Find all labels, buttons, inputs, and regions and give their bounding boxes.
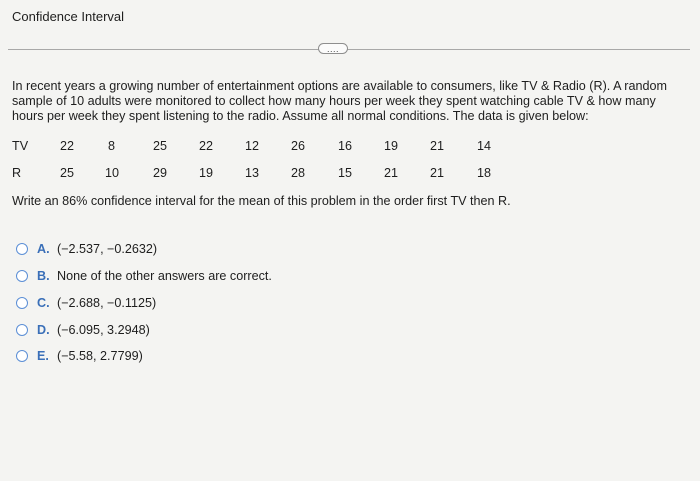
r-value: 10 <box>105 166 120 180</box>
tv-value: 14 <box>477 139 492 153</box>
option-letter: C. <box>37 296 50 310</box>
r-value: 29 <box>153 166 168 180</box>
option-text: (−5.58, 2.7799) <box>57 349 143 363</box>
tv-value: 19 <box>384 139 399 153</box>
tv-value: 25 <box>153 139 168 153</box>
radio-button-icon[interactable] <box>16 243 28 255</box>
radio-button-icon[interactable] <box>16 270 28 282</box>
instruction-text: Write an 86% confidence interval for the mean of this problem in the order first TV then R. <box>12 194 511 208</box>
answer-option-a[interactable] <box>16 242 316 260</box>
radio-button-icon[interactable] <box>16 297 28 309</box>
r-value: 25 <box>60 166 75 180</box>
r-value: 21 <box>384 166 399 180</box>
option-letter: B. <box>37 269 50 283</box>
answer-option-d[interactable] <box>16 323 316 341</box>
answer-option-c[interactable] <box>16 296 316 314</box>
tv-value: 12 <box>245 139 260 153</box>
option-letter: E. <box>37 349 49 363</box>
r-value: 13 <box>245 166 260 180</box>
tv-value: 8 <box>108 139 116 153</box>
tv-value: 16 <box>338 139 353 153</box>
option-text: (−2.537, −0.2632) <box>57 242 158 256</box>
radio-button-icon[interactable] <box>16 350 28 362</box>
question-text: In recent years a growing number of entertainment options are available to consumers, like TV & Radio (R). A random sample of 10 adults were monitored to collect how many hours per week they spent watching cable TV & how many hours per week they spent listening to the radio. Assume all normal conditions. The data is given below: <box>12 79 667 123</box>
tv-value: 21 <box>430 139 445 153</box>
expand-more-button[interactable]: .... <box>318 43 348 54</box>
tv-value: 26 <box>291 139 306 153</box>
section-divider <box>8 49 690 50</box>
answer-option-b[interactable] <box>16 269 316 287</box>
tv-value: 22 <box>60 139 75 153</box>
option-letter: A. <box>37 242 50 256</box>
r-value: 18 <box>477 166 492 180</box>
r-value: 21 <box>430 166 445 180</box>
r-value: 15 <box>338 166 353 180</box>
r-value: 19 <box>199 166 214 180</box>
radio-button-icon[interactable] <box>16 324 28 336</box>
tv-row-label: TV <box>12 139 29 153</box>
answer-option-e[interactable] <box>16 349 316 367</box>
tv-value: 22 <box>199 139 214 153</box>
option-text: None of the other answers are correct. <box>57 269 272 283</box>
option-text: (−2.688, −0.1125) <box>57 296 157 310</box>
option-text: (−6.095, 3.2948) <box>57 323 150 337</box>
page-title: Confidence Interval <box>12 9 125 24</box>
option-letter: D. <box>37 323 50 337</box>
r-value: 28 <box>291 166 306 180</box>
r-row-label: R <box>12 166 22 180</box>
